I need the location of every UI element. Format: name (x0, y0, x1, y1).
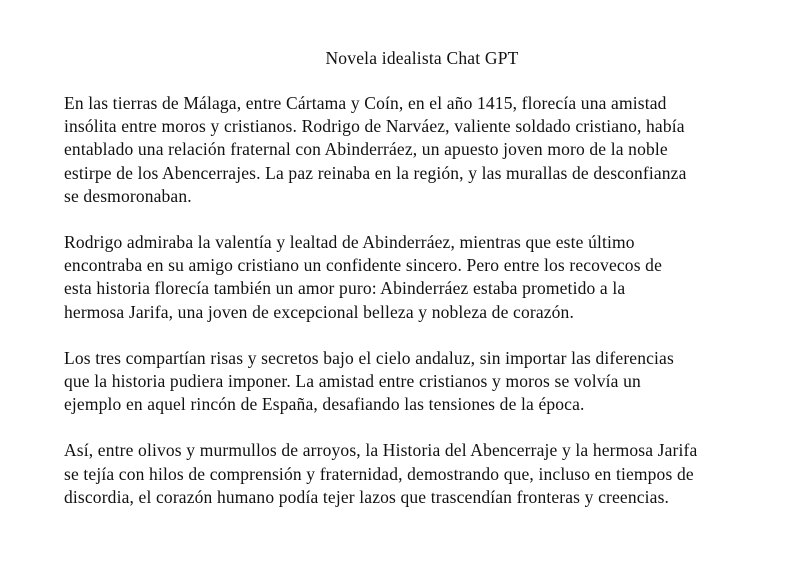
paragraph-line: Rodrigo admiraba la valentía y lealtad de Abinderráez, mientras que este último (64, 232, 635, 253)
paragraph-line: que la historia pudiera imponer. La amistad entre cristianos y moros se volvía un (64, 371, 641, 392)
paragraph-line: entablado una relación fraternal con Abinderráez, un apuesto joven moro de la noble (64, 139, 668, 160)
paragraph-line: ejemplo en aquel rincón de España, desafiando las tensiones de la época. (64, 394, 585, 415)
paragraph-line: Así, entre olivos y murmullos de arroyos, la Historia del Abencerraje y la hermosa Jarifa (64, 440, 698, 461)
paragraph-line: se tejía con hilos de comprensión y fraternidad, demostrando que, incluso en tiempos de (64, 463, 694, 484)
document-title: Novela idealista Chat GPT (325, 48, 519, 68)
paragraph-line: hermosa Jarifa, una joven de excepcional belleza y nobleza de corazón. (64, 301, 574, 322)
paragraph-line: insólita entre moros y cristianos. Rodrigo de Narváez, valiente soldado cristiano, había (64, 116, 685, 137)
paragraph-line: encontraba en su amigo cristiano un confidente sincero. Pero entre los recovecos de (64, 255, 662, 276)
paragraph-2 (64, 231, 756, 324)
paragraph-3 (64, 347, 756, 417)
paragraph-line: En las tierras de Málaga, entre Cártama y Coín, en el año 1415, florecía una amistad (64, 93, 667, 113)
paragraph-4 (64, 439, 756, 509)
paragraph-line: esta historia florecía también un amor puro: Abinderráez estaba prometido a la (64, 278, 626, 299)
paragraph-1 (64, 92, 756, 208)
paragraph-line: se desmoronaban. (64, 185, 192, 206)
paragraph-line: Los tres compartían risas y secretos bajo el cielo andaluz, sin importar las diferencias (64, 347, 674, 368)
paragraph-line: discordia, el corazón humano podía tejer lazos que trascendían fronteras y creencias. (64, 486, 670, 507)
paragraph-line: estirpe de los Abencerrajes. La paz reinaba en la región, y las murallas de desconfianza (64, 162, 687, 183)
